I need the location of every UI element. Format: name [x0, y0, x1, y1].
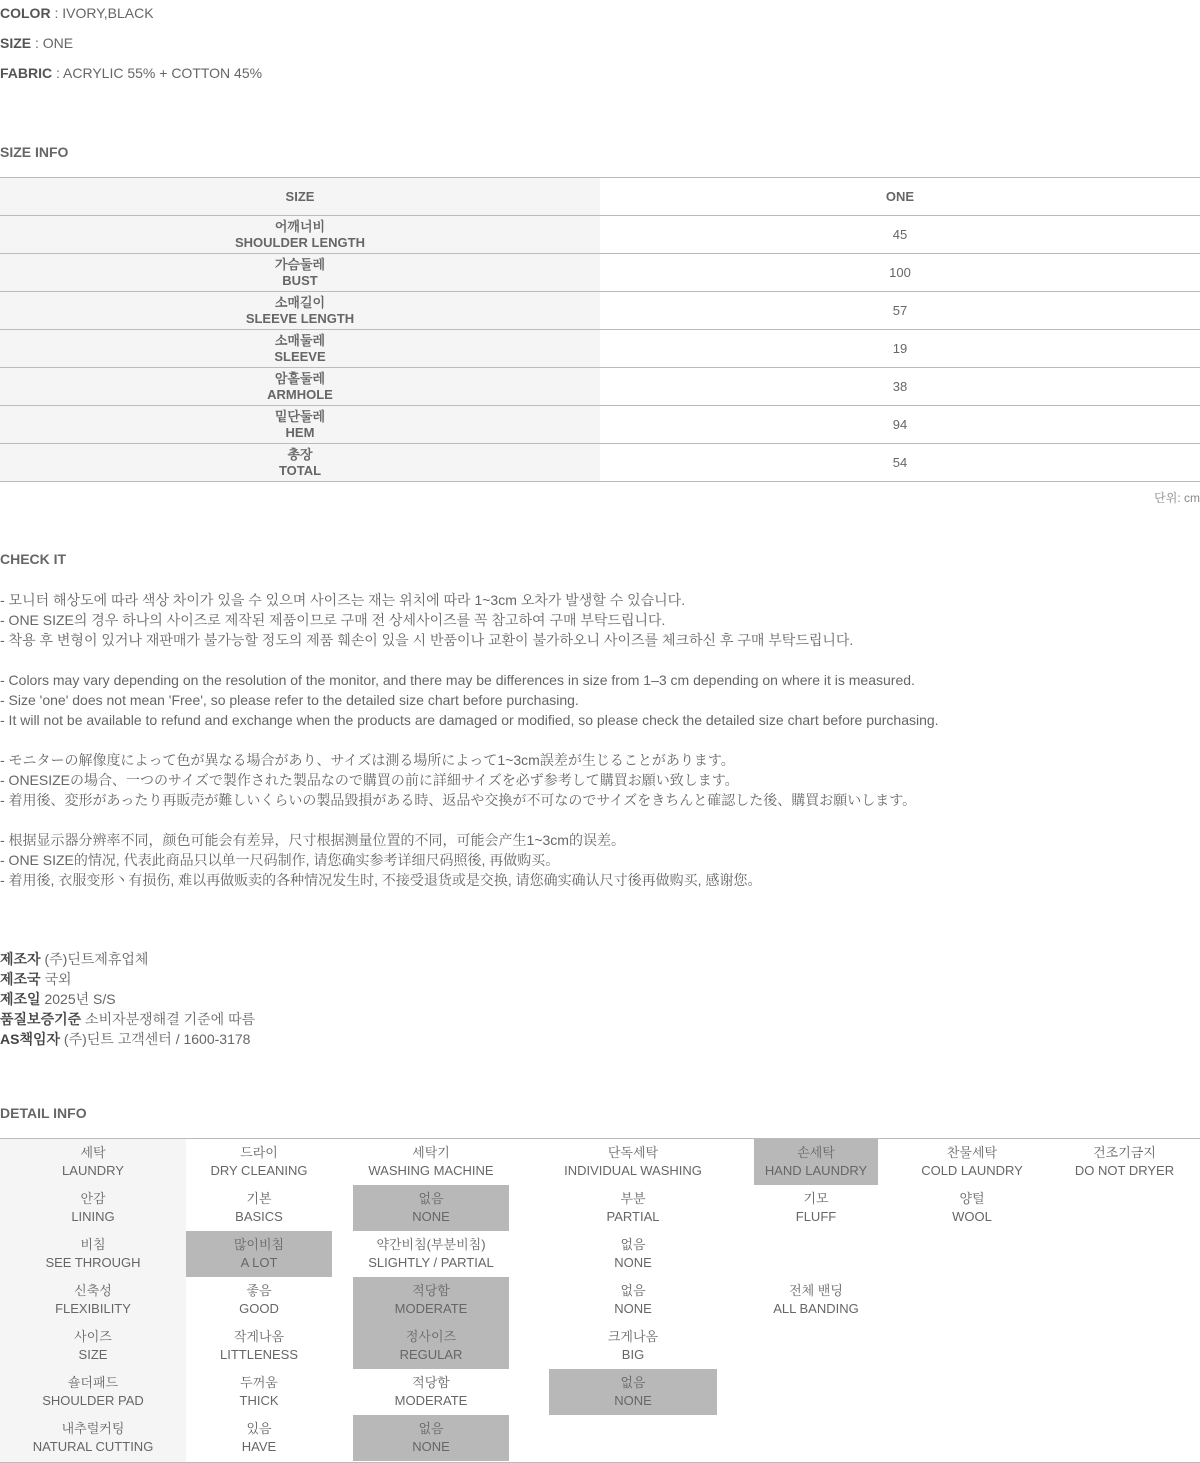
detail-en: REGULAR: [399, 1347, 463, 1362]
size-label-ko: 총장: [287, 446, 313, 462]
size-row: [0, 254, 1200, 292]
size-label-en: SHOULDER LENGTH: [235, 234, 365, 250]
detail-option: [353, 1231, 509, 1277]
detail-en: DO NOT DRYER: [1074, 1163, 1175, 1178]
detail-row-label: [0, 1185, 186, 1231]
detail-ko: 적당함: [412, 1375, 450, 1390]
note-line: - 根据显示器分辨率不同，颜色可能会有差异，尺寸根据测量位置的不同，可能会产生1~3cm的误差。: [0, 832, 625, 848]
size-header-value: ONE: [885, 189, 915, 204]
manufacturer-row: [0, 969, 255, 989]
note-line: - Colors may vary depending on the resolution of the monitor, and there may be differences in size from 1–3 cm depending on where it is measured.: [0, 672, 915, 688]
size-row-value: 38: [892, 379, 908, 394]
detail-option: [353, 1369, 509, 1415]
detail-ko: 많이비침: [233, 1237, 285, 1252]
detail-row-label: [0, 1415, 186, 1461]
spec-color: [0, 5, 154, 21]
note-spacer: [0, 650, 939, 670]
spec-value: : ONE: [31, 35, 74, 51]
manufacturer-row: [0, 989, 255, 1009]
detail-en: INDIVIDUAL WASHING: [564, 1163, 702, 1178]
detail-option: [186, 1369, 332, 1415]
detail-grid: [0, 1138, 1200, 1463]
note-line: - 着用後、変形があったり再販売が難しいくらいの製品毀損がある時、返品や交換が不可なのでサイズをきちんと確認した後、購買お願いします。: [0, 792, 917, 808]
manufacturer-value: (주)딘트 고객센터 / 1600-3178: [60, 1031, 251, 1047]
manufacturer-label: AS책임자: [0, 1031, 61, 1047]
detail-option: [353, 1323, 509, 1369]
detail-en: WOOL: [952, 1209, 992, 1224]
detail-row-label: [0, 1277, 186, 1323]
detail-ko: 사이즈: [74, 1329, 112, 1344]
detail-ko: 좋음: [246, 1283, 272, 1298]
detail-option: [186, 1231, 332, 1277]
detail-row-label: [0, 1231, 186, 1277]
detail-en: PARTIAL: [606, 1209, 660, 1224]
detail-option: [878, 1185, 1066, 1231]
note-line: - モニターの解像度によって色が異なる場合があり、サイズは測る場所によって1~3cm誤差が生じることがあります。: [0, 752, 735, 768]
detail-en: ALL BANDING: [773, 1301, 859, 1316]
note-line: - ONE SIZE的情况, 代表此商品只以单一尺码制作, 请您确实参考详细尺码照後, 再做购买。: [0, 852, 560, 868]
spec-value: : ACRYLIC 55% + COTTON 45%: [52, 65, 263, 81]
detail-ko: 없음: [418, 1421, 444, 1436]
size-header-label: SIZE: [0, 178, 600, 215]
detail-en: FLUFF: [795, 1209, 837, 1224]
detail-en: THICK: [239, 1393, 279, 1408]
size-label-ko: 소매둘레: [274, 332, 326, 348]
detail-en: NONE: [614, 1255, 652, 1270]
size-row: [0, 216, 1200, 254]
note-line: - 着用後, 衣服变形丶有损伤, 难以再做贩卖的各种情况发生时, 不接受退货或是交换, 请您确实确认尺寸後再做购买, 感谢您。: [0, 872, 762, 888]
size-row: [0, 444, 1200, 482]
detail-en: SIZE: [78, 1347, 108, 1362]
detail-option: [1049, 1139, 1200, 1185]
detail-en: HAVE: [241, 1439, 277, 1454]
size-row-value: 19: [892, 341, 908, 356]
note-line: - 착용 후 변형이 있거나 재판매가 불가능할 정도의 제품 훼손이 있을 시 반품이나 교환이 불가하오니 사이즈를 체크하신 후 구매 부탁드립니다.: [0, 632, 854, 648]
detail-ko: 내추럴커팅: [61, 1421, 125, 1436]
size-row: [0, 292, 1200, 330]
detail-ko: 기본: [246, 1191, 272, 1206]
detail-en: NONE: [412, 1209, 450, 1224]
detail-ko: 없음: [620, 1375, 646, 1390]
detail-en: COLD LAUNDRY: [921, 1163, 1023, 1178]
detail-ko: 안감: [80, 1191, 106, 1206]
spec-size: [0, 35, 73, 51]
note-line: - ONE SIZE의 경우 하나의 사이즈로 제작된 제품이므로 구매 전 상세사이즈를 꼭 참고하여 구매 부탁드립니다.: [0, 612, 666, 628]
detail-ko: 드라이: [240, 1145, 278, 1160]
size-row-label: [0, 444, 600, 481]
detail-ko: 없음: [418, 1191, 444, 1206]
detail-ko: 작게나옴: [233, 1329, 285, 1344]
detail-ko: 없음: [620, 1237, 646, 1252]
manufacturer-value: 2025년 S/S: [40, 991, 116, 1007]
detail-option: [186, 1139, 332, 1185]
manufacturer-row: [0, 949, 255, 969]
detail-option: [549, 1277, 717, 1323]
unit-label: 단위: cm: [1154, 491, 1200, 505]
size-label-ko: 소매길이: [274, 294, 326, 310]
size-label-en: ARMHOLE: [267, 386, 333, 402]
detail-option: [353, 1277, 509, 1323]
detail-option: [754, 1185, 878, 1231]
size-table: [0, 177, 1200, 482]
detail-ko: 전체 밴딩: [789, 1283, 843, 1298]
detail-en: LAUNDRY: [62, 1163, 124, 1178]
spec-label: SIZE: [0, 35, 32, 51]
detail-en: NONE: [614, 1301, 652, 1316]
detail-option: [186, 1415, 332, 1461]
size-label-ko: 어깨너비: [274, 218, 326, 234]
size-row-label: [0, 254, 600, 291]
manufacturer-row: [0, 1029, 255, 1049]
detail-en: LINING: [71, 1209, 115, 1224]
size-row: [0, 406, 1200, 444]
detail-ko: 손세탁: [797, 1145, 835, 1160]
detail-option: [549, 1369, 717, 1415]
detail-option: [353, 1139, 509, 1185]
check-it-title: CHECK IT: [0, 551, 67, 567]
spec-value: : IVORY,BLACK: [50, 5, 154, 21]
size-row-label: [0, 330, 600, 367]
size-label-ko: 밑단둘레: [274, 408, 326, 424]
note-spacer: [0, 810, 939, 830]
detail-ko: 세탁: [80, 1145, 106, 1160]
spec-label: COLOR: [0, 5, 51, 21]
detail-ko: 없음: [620, 1283, 646, 1298]
detail-en: NONE: [412, 1439, 450, 1454]
detail-en: A LOT: [240, 1255, 278, 1270]
detail-en: FLEXIBILITY: [55, 1301, 131, 1316]
detail-ko: 비침: [80, 1237, 106, 1252]
detail-en: WASHING MACHINE: [368, 1163, 494, 1178]
detail-row-label: [0, 1139, 186, 1185]
detail-en: SHOULDER PAD: [42, 1393, 144, 1408]
size-row-label: [0, 368, 600, 405]
detail-row-label: [0, 1369, 186, 1415]
detail-ko: 건조기금지: [1093, 1145, 1156, 1160]
detail-ko: 세탁기: [412, 1145, 450, 1160]
size-row: [0, 330, 1200, 368]
check-it-notes: [0, 590, 939, 890]
manufacturer-label: 품질보증기준: [0, 1011, 82, 1027]
detail-en: BASICS: [235, 1209, 283, 1224]
detail-ko: 양털: [959, 1191, 985, 1206]
size-row-label: [0, 292, 600, 329]
detail-ko: 적당함: [412, 1283, 450, 1298]
detail-option: [353, 1185, 509, 1231]
detail-en: GOOD: [239, 1301, 279, 1316]
detail-en: NONE: [614, 1393, 652, 1408]
detail-option: [186, 1323, 332, 1369]
detail-en: MODERATE: [394, 1301, 468, 1316]
detail-ko: 두꺼움: [240, 1375, 278, 1390]
size-label-en: SLEEVE: [274, 348, 326, 364]
detail-option: [754, 1139, 878, 1185]
size-row-value: 54: [892, 455, 908, 470]
detail-ko: 크게나옴: [607, 1329, 659, 1344]
detail-en: SEE THROUGH: [45, 1255, 141, 1270]
detail-ko: 신축성: [74, 1283, 112, 1298]
size-label-ko: 암홀둘레: [274, 370, 326, 386]
detail-option: [186, 1185, 332, 1231]
size-info-title: SIZE INFO: [0, 144, 69, 160]
manufacturer-value: 소비자분쟁해결 기준에 따름: [81, 1011, 256, 1027]
manufacturer-row: [0, 1009, 255, 1029]
note-line: - It will not be available to refund and exchange when the products are damaged or modified, so please check the detailed size chart before purchasing.: [0, 712, 939, 728]
manufacturer-label: 제조일: [0, 991, 41, 1007]
detail-ko: 단독세탁: [607, 1145, 659, 1160]
detail-en: SLIGHTLY / PARTIAL: [368, 1255, 494, 1270]
detail-ko: 찬물세탁: [946, 1145, 998, 1160]
detail-option: [549, 1323, 717, 1369]
size-label-en: BUST: [282, 272, 318, 288]
detail-en: HAND LAUNDRY: [764, 1163, 868, 1178]
spec-fabric: [0, 65, 262, 81]
manufacturer-label: 제조자: [0, 951, 41, 967]
size-label-ko: 가슴둘레: [274, 256, 326, 272]
detail-option: [549, 1139, 717, 1185]
detail-en: DRY CLEANING: [210, 1163, 308, 1178]
manufacturer-label: 제조국: [0, 971, 41, 987]
detail-ko: 부분: [620, 1191, 646, 1206]
detail-ko: 약간비침(부분비침): [376, 1237, 486, 1252]
manufacturer-value: (주)딘트제휴업체: [40, 951, 149, 967]
detail-option: [754, 1277, 878, 1323]
size-row-value: 57: [892, 303, 908, 318]
note-line: - 모니터 해상도에 따라 색상 차이가 있을 수 있으며 사이즈는 재는 위치에 따라 1~3cm 오차가 발생할 수 있습니다.: [0, 592, 686, 608]
size-row-label: [0, 406, 600, 443]
size-row-value: 45: [892, 227, 908, 242]
detail-info-title: DETAIL INFO: [0, 1105, 87, 1121]
size-table-header: [0, 178, 1200, 216]
detail-option: [549, 1185, 717, 1231]
size-label-en: SLEEVE LENGTH: [245, 310, 355, 326]
size-label-en: HEM: [285, 424, 315, 440]
detail-option: [353, 1415, 509, 1461]
detail-row-label: [0, 1323, 186, 1369]
detail-en: BIG: [621, 1347, 645, 1362]
size-row: [0, 368, 1200, 406]
spec-label: FABRIC: [0, 65, 53, 81]
size-row-value: 100: [889, 265, 911, 280]
detail-en: LITTLENESS: [219, 1347, 299, 1362]
note-spacer: [0, 730, 939, 750]
note-line: - ONESIZEの場合、一つのサイズで製作された製品なので購買の前に詳細サイズを必ず参考して購買お願い致します。: [0, 772, 739, 788]
detail-option: [878, 1139, 1066, 1185]
detail-ko: 기모: [803, 1191, 829, 1206]
detail-ko: 숄더패드: [67, 1375, 119, 1390]
detail-ko: 있음: [246, 1421, 272, 1436]
manufacturer-info: [0, 949, 255, 1049]
manufacturer-value: 국외: [40, 971, 72, 987]
detail-en: MODERATE: [394, 1393, 468, 1408]
detail-ko: 정사이즈: [405, 1329, 457, 1344]
detail-en: NATURAL CUTTING: [32, 1439, 154, 1454]
size-row-value: 94: [892, 417, 908, 432]
detail-option: [186, 1277, 332, 1323]
size-label-en: TOTAL: [278, 462, 322, 478]
detail-option: [549, 1231, 717, 1277]
size-row-label: [0, 216, 600, 253]
note-line: - Size 'one' does not mean 'Free', so please refer to the detailed size chart before purchasing.: [0, 692, 579, 708]
